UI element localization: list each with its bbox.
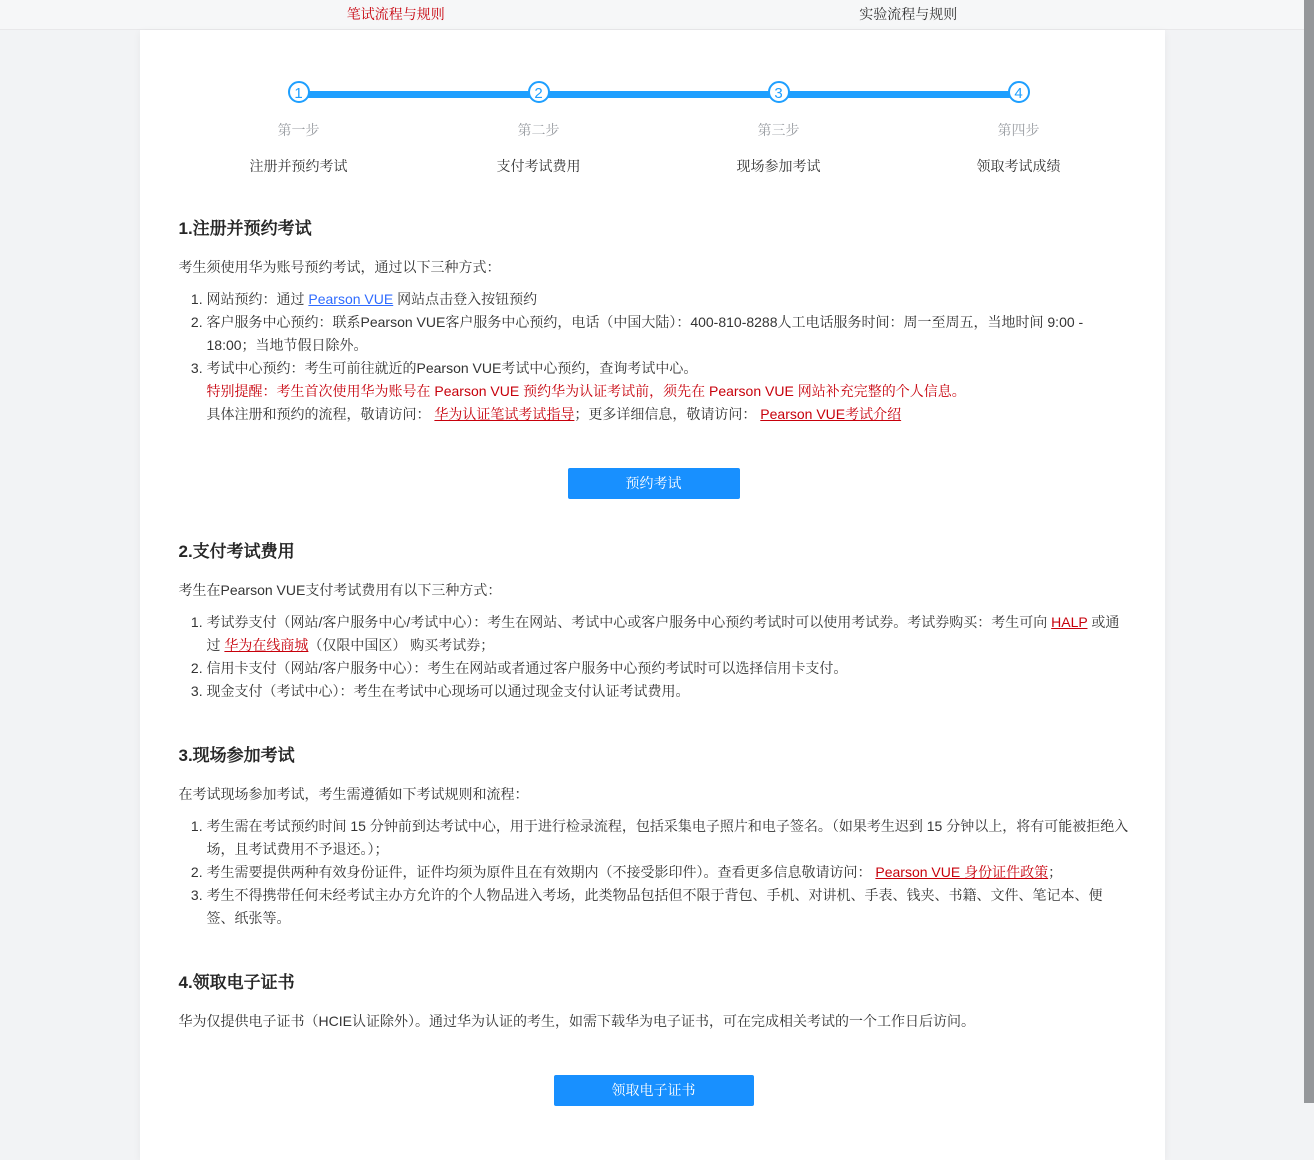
tab-written-process[interactable]: 笔试流程与规则 xyxy=(346,6,445,22)
list-item xyxy=(207,357,1129,380)
id-policy-link[interactable]: Pearson VUE 身份证件政策 xyxy=(875,864,1049,880)
text-segment: 网站预约：通过 xyxy=(206,291,309,307)
section1-list xyxy=(179,288,1129,380)
list-item xyxy=(207,611,1129,657)
step-3-circle: 3 xyxy=(768,81,790,103)
text-segment: 网站点击登入按钮预约 xyxy=(393,291,538,307)
step-1-label: 第一步 xyxy=(277,122,320,138)
step-2-label: 第二步 xyxy=(517,122,560,138)
text-segment: 特别提醒：考生首次使用华为账号在 Pearson VUE 预约华为认证考试前，须先在 Pearson VUE 网站补充完整的个人信息。 xyxy=(206,383,966,399)
stepper-titles-row xyxy=(179,140,1139,176)
section4-intro: 华为仅提供电子证书（HCIE认证除外）。通过华为认证的考生，如需下载华为电子证书，可在完成相关考试的一个工作日后访问。 xyxy=(178,1013,975,1029)
written-exam-guide-link[interactable]: 华为认证笔试考试指导 xyxy=(434,406,575,422)
section1-intro: 考生须使用华为账号预约考试，通过以下三种方式： xyxy=(178,259,501,275)
step-4-label: 第四步 xyxy=(997,122,1040,138)
text-segment: 客户服务中心预约：联系Pearson VUE客户服务中心预约，电话（中国大陆）：400-810-8288人工电话服务时间：周一至周五，当地时间 9:00 - 18:00；当地节假日除外。 xyxy=(206,314,1084,353)
get-certificate-button-row xyxy=(179,1075,1129,1106)
list-item xyxy=(207,884,1129,930)
step-1-circle: 1 xyxy=(288,81,310,103)
text-segment: 或通过 xyxy=(206,614,1120,653)
tab-lab-process[interactable]: 实验流程与规则 xyxy=(859,6,958,22)
step-4-circle: 4 xyxy=(1008,81,1030,103)
stepper-labels-row xyxy=(179,103,1139,140)
scrollbar-thumb[interactable] xyxy=(1304,0,1314,1103)
text-segment: 现金支付（考试中心）：考生在考试中心现场可以通过现金支付认证考试费用。 xyxy=(206,683,690,699)
section2-list xyxy=(179,611,1129,703)
step-2-circle: 2 xyxy=(528,81,550,103)
text-segment: 考试中心预约：考生可前往就近的Pearson VUE考试中心预约，查询考试中心。 xyxy=(206,360,698,376)
section3-heading: 3.现场参加考试 xyxy=(178,746,295,765)
step-4-title: 领取考试成绩 xyxy=(976,158,1061,174)
text-segment: （仅限中国区） 购买考试券； xyxy=(308,637,495,653)
section1-special-reminder xyxy=(207,380,1129,403)
step-2-title: 支付考试费用 xyxy=(496,158,581,174)
text-segment: 具体注册和预约的流程，敬请访问： xyxy=(206,406,435,422)
process-tab-bar xyxy=(0,0,1304,30)
step-3-label: 第三步 xyxy=(757,122,800,138)
section1-links-note xyxy=(207,403,1129,426)
huawei-mall-link[interactable]: 华为在线商城 xyxy=(224,637,309,653)
section2-heading: 2.支付考试费用 xyxy=(178,542,295,561)
section2-intro: 考生在Pearson VUE支付考试费用有以下三种方式： xyxy=(178,582,502,598)
tab-bar-inner xyxy=(140,0,1165,29)
pearson-vue-link[interactable]: Pearson VUE xyxy=(308,291,394,307)
text-segment: 考生不得携带任何未经考试主办方允许的个人物品进入考场，此类物品包括但不限于背包、手机、对讲机、手表、钱夹、书籍、文件、笔记本、便签、纸张等。 xyxy=(206,887,1103,926)
section3-intro: 在考试现场参加考试，考生需遵循如下考试规则和流程： xyxy=(178,786,529,802)
book-exam-button[interactable]: 预约考试 xyxy=(568,468,740,499)
text-segment: ；更多详细信息，敬请访问： xyxy=(574,406,761,422)
stepper-connector-line xyxy=(299,91,1019,98)
text-segment: ； xyxy=(1048,864,1063,880)
step-1-title: 注册并预约考试 xyxy=(249,158,348,174)
list-item xyxy=(207,680,1129,703)
text-segment: 信用卡支付（网站/客户服务中心）：考生在网站或者通过客户服务中心预约考试时可以选择信用卡支付。 xyxy=(206,660,848,676)
section3-list xyxy=(179,815,1129,930)
section4-heading: 4.领取电子证书 xyxy=(178,973,295,992)
list-item xyxy=(207,288,1129,311)
list-item xyxy=(207,657,1129,680)
stepper-circles-row xyxy=(179,81,1139,103)
text-segment: 考生需要提供两种有效身份证件，证件均须为原件且在有效期内（不接受影印件）。查看更多信息敬请访问： xyxy=(206,864,876,880)
list-item xyxy=(207,815,1129,861)
content-card xyxy=(140,30,1165,1160)
step-3-title: 现场参加考试 xyxy=(736,158,821,174)
list-item xyxy=(207,861,1129,884)
list-item xyxy=(207,311,1129,357)
pearson-vue-intro-link[interactable]: Pearson VUE考试介绍 xyxy=(760,406,902,422)
text-segment: 考生需在考试预约时间 15 分钟前到达考试中心，用于进行检录流程，包括采集电子照片和电子签名。（如果考生迟到 15 分钟以上，将有可能被拒绝入场，且考试费用不予退还。）； xyxy=(206,818,1129,857)
exam-stepper xyxy=(179,30,1139,176)
book-exam-button-row xyxy=(179,468,1129,499)
section1-heading: 1.注册并预约考试 xyxy=(178,219,312,238)
page-scrollbar[interactable] xyxy=(1304,0,1314,1103)
get-certificate-button[interactable]: 领取电子证书 xyxy=(554,1075,754,1106)
text-segment: 考试券支付（网站/客户服务中心/考试中心）：考生在网站、考试中心或客户服务中心预约考试时可以使用考试券。考试券购买：考生可向 xyxy=(206,614,1052,630)
halp-link[interactable]: HALP xyxy=(1051,614,1088,630)
